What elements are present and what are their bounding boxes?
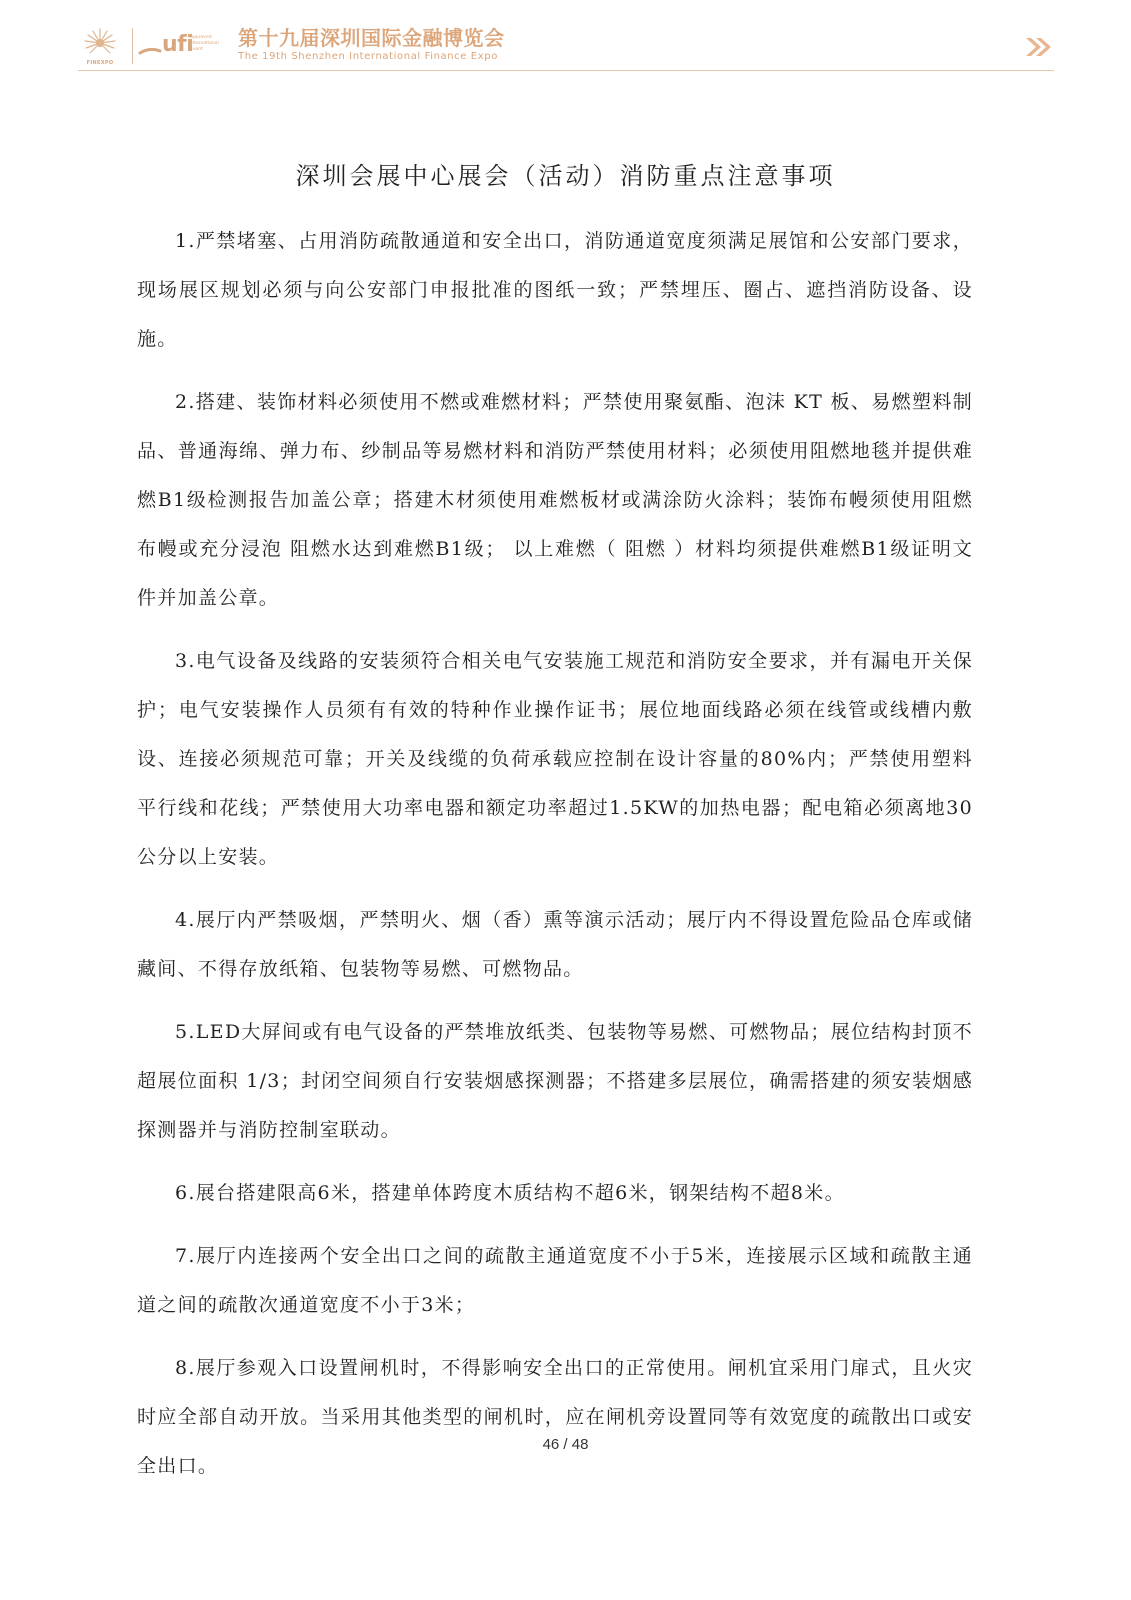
header-divider bbox=[132, 28, 133, 64]
page-number: 46 / 48 bbox=[542, 1436, 589, 1453]
ufi-approved-text: Approved International Event bbox=[190, 35, 219, 52]
double-chevron-right-icon[interactable] bbox=[1024, 36, 1054, 58]
paragraph-5: 5.LED大屏间或有电气设备的严禁堆放纸类、包装物等易燃、可燃物品；展位结构封顶不超展位面积 1/3；封闭空间须自行安装烟感探测器；不搭建多层展位，确需搭建的须安装烟感探测器并与消防控制室联动。 bbox=[137, 1021, 973, 1141]
document-title: 深圳会展中心展会（活动）消防重点注意事项 bbox=[295, 162, 836, 190]
page-header bbox=[78, 24, 1054, 71]
paragraph-3: 3.电气设备及线路的安装须符合相关电气安装施工规范和消防安全要求，并有漏电开关保护；电气安装操作人员须有有效的特种作业操作证书；展位地面线路必须在线管或线槽内敷设、连接必须规范可靠；开关及线缆的负荷承载应控制在设计容量的80%内；严禁使用塑料平行线和花线；严禁使用大功率电器和额定功率超过1.5KW的加热电器；配电箱必须离地30公分以上安装。 bbox=[137, 650, 973, 868]
paragraph-6: 6.展台搭建限高6米，搭建单体跨度木质结构不超6米，钢架结构不超8米。 bbox=[175, 1182, 845, 1204]
paragraph-1: 1.严禁堵塞、占用消防疏散通道和安全出口，消防通道宽度须满足展馆和公安部门要求，现场展区规划必须与向公安部门申报批准的图纸一致；严禁埋压、圈占、遮挡消防设备、设施。 bbox=[137, 230, 973, 350]
finexpo-logo-text: FINEXPO bbox=[86, 60, 114, 66]
paragraph-8: 8.展厅参观入口设置闸机时，不得影响安全出口的正常使用。闸机宜采用门扉式，且火灾时应全部自动开放。当采用其他类型的闸机时，应在闸机旁设置同等有效宽度的疏散出口或安全出口。 bbox=[137, 1357, 973, 1477]
ufi-logo-text: ufi bbox=[162, 32, 194, 57]
expo-title-cn: 第十九届深圳国际金融博览会 bbox=[238, 26, 505, 50]
document-body bbox=[137, 217, 973, 1505]
paragraph-7: 7.展厅内连接两个安全出口之间的疏散主通道宽度不小于5米，连接展示区域和疏散主通道之间的疏散次通道宽度不小于3米； bbox=[137, 1245, 973, 1316]
expo-title-en: The 19th Shenzhen International Finance Expo bbox=[238, 51, 498, 62]
paragraph-4: 4.展厅内严禁吸烟，严禁明火、烟（香）熏等演示活动；展厅内不得设置危险品仓库或储藏间、不得存放纸箱、包装物等易燃、可燃物品。 bbox=[137, 909, 973, 980]
paragraph-2: 2.搭建、装饰材料必须使用不燃或难燃材料；严禁使用聚氨酯、泡沫 KT 板、易燃塑料制品、普通海绵、弹力布、纱制品等易燃材料和消防严禁使用材料；必须使用阻燃地毯并提供难燃B1级检测报告加盖公章；搭建木材须使用难燃板材或满涂防火涂料；装饰布幔须使用阻燃布幔或充分浸泡 阻燃水达到难燃B1级； 以上难燃（ 阻燃 ）材料均须提供难燃B1级证明文件并加盖公章。 bbox=[137, 391, 973, 609]
